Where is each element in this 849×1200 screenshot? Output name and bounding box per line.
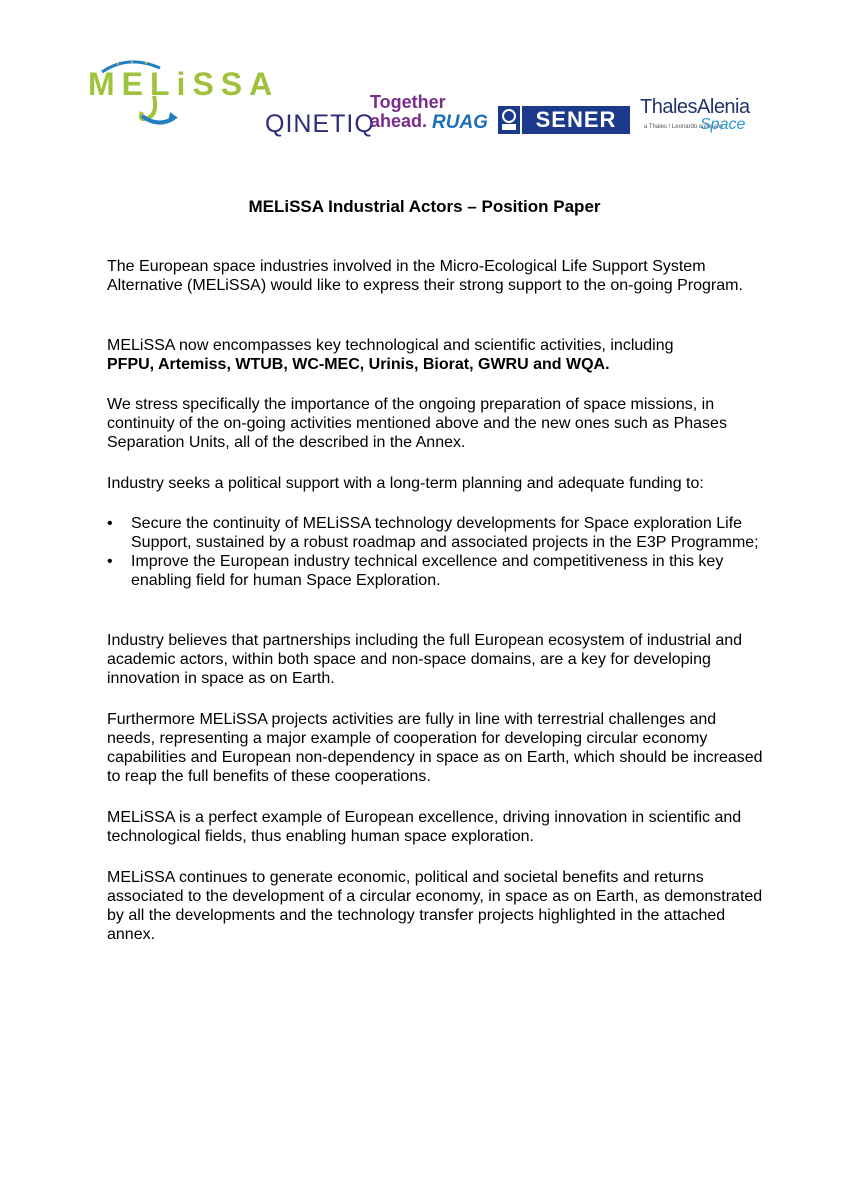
bullet-icon: • (107, 515, 113, 532)
ruag-tagline-2: ahead. (370, 111, 428, 131)
paragraph-2 (107, 336, 767, 374)
thales-space: Space (700, 116, 746, 133)
thales-alenia-logo (640, 96, 760, 138)
sener-emblem-icon (498, 106, 520, 134)
ruag-tagline-1: Together (370, 92, 446, 112)
bullet-icon: • (107, 553, 113, 570)
thales-wordmark: ThalesAlenia (640, 96, 750, 118)
page-title: MELiSSA Industrial Actors – Position Paper (248, 197, 601, 216)
qinetiq-logo: QINETIQ (265, 110, 375, 138)
paragraph-8: MELiSSA continues to generate economic, political and societal benefits and returns associated to the development of a circular economy, in space as on Earth, as demonstrated by all the developments and the technology transfer projects highlighted in the attached annex. (107, 869, 763, 943)
list-item (107, 514, 767, 552)
paragraph-2-intro: MELiSSA now encompasses key technological and scientific activities, including (107, 337, 674, 354)
paragraph-1: The European space industries involved in the Micro-Ecological Life Support System Alternative (MELiSSA) would like to express their strong support to the on-going Program. (107, 258, 743, 294)
sener-logo (498, 106, 630, 134)
sener-wordmark: SENER (522, 106, 630, 134)
bullet-text-1: Secure the continuity of MELiSSA technology developments for Space exploration Life Support, sustained by a robust roadmap and associated projects in the E3P Programme; (131, 515, 759, 551)
paragraph-2-activities: PFPU, Artemiss, WTUB, WC-MEC, Urinis, Biorat, GWRU and WQA. (107, 356, 610, 373)
ruag-wordmark: RUAG (432, 112, 488, 133)
bullet-text-2: Improve the European industry technical excellence and competitiveness in this key enabling field for human Space Exploration. (131, 553, 724, 589)
paragraph-5: Industry believes that partnerships including the full European ecosystem of industrial and academic actors, within both space and non-space domains, are a key for developing innovation in space as on Earth. (107, 632, 743, 687)
melissa-logo (88, 58, 280, 130)
paragraph-7: MELiSSA is a perfect example of European excellence, driving innovation in scientific and technological fields, thus enabling human space exploration. (107, 809, 742, 845)
paragraph-4: Industry seeks a political support with a long-term planning and adequate funding to: (107, 475, 704, 492)
bullet-list (107, 514, 767, 590)
list-item (107, 552, 767, 590)
thales-subtitle: a Thales / Leonardo company (644, 124, 724, 130)
paragraph-6: Furthermore MELiSSA projects activities are fully in line with terrestrial challenges and needs, representing a major example of cooperation for developing circular economy capabilities and European non-dependency in space as on Earth, which should be increased to reap the full benefits of these cooperations. (107, 711, 763, 785)
ruag-logo (370, 92, 505, 142)
melissa-wordmark: MELiSSA (88, 66, 280, 102)
paragraph-3: We stress specifically the importance of the ongoing preparation of space missions, in continuity of the on-going activities mentioned above and the new ones such as Phases Separation Units, all of the described in the Annex. (107, 396, 727, 451)
